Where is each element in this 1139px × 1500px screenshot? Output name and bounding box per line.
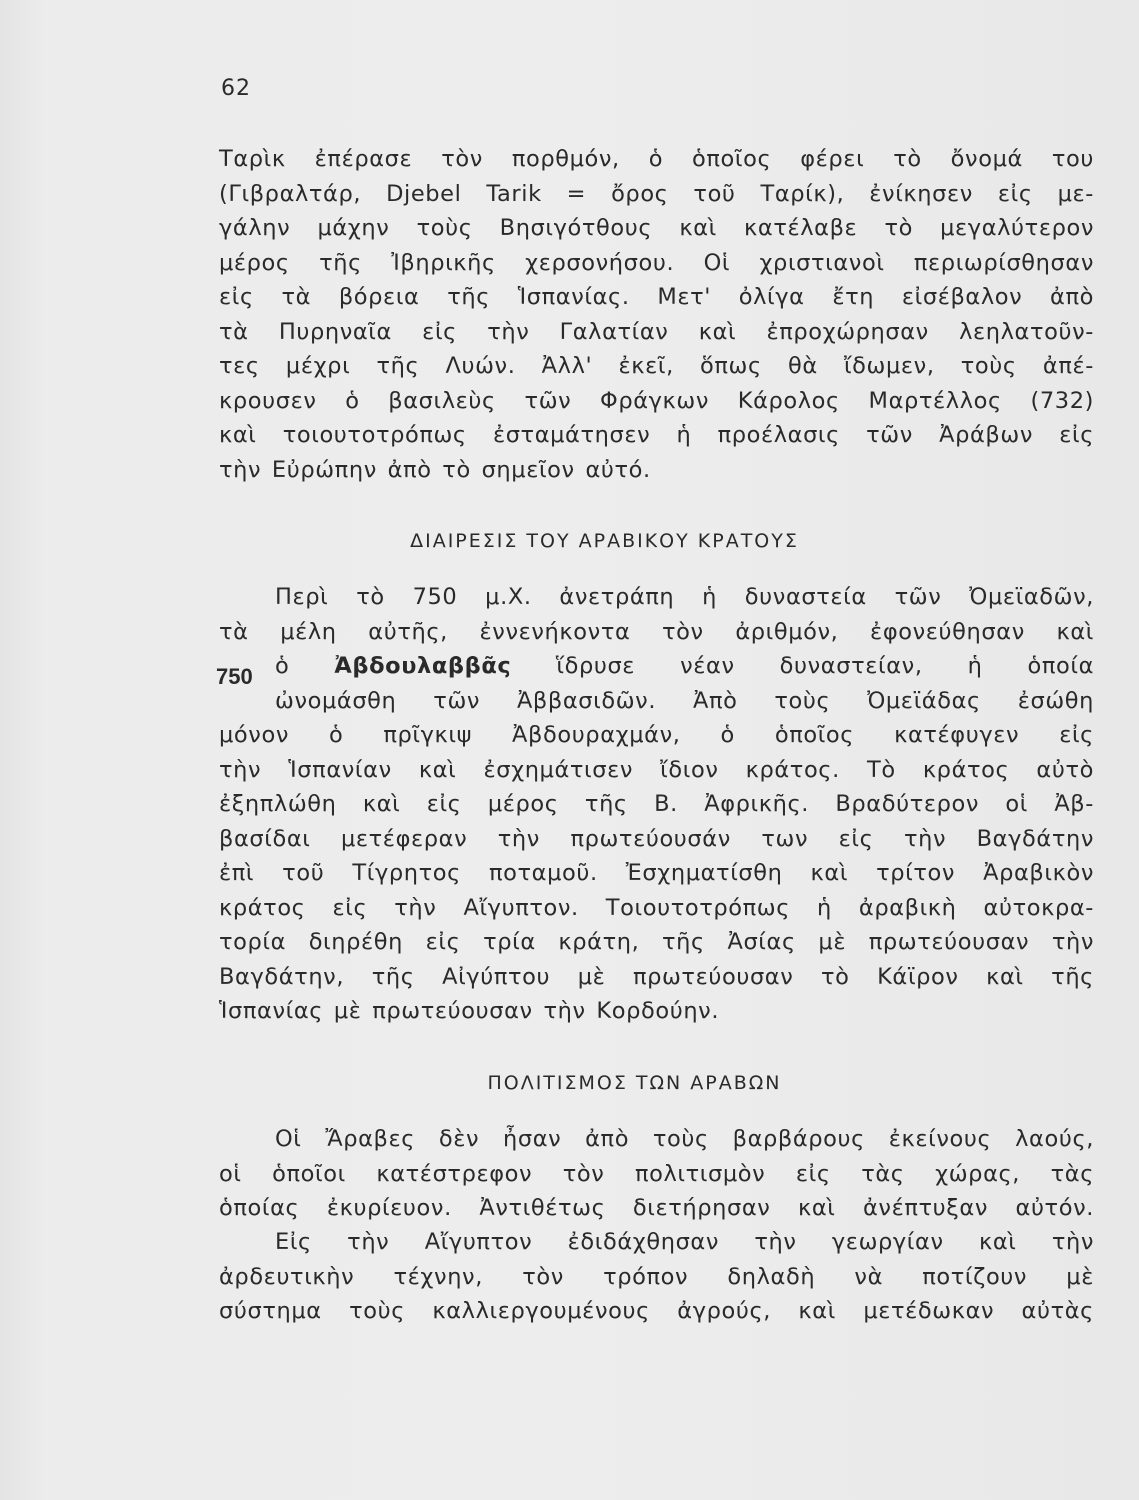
text-line: Οἱ Ἄραβες δὲν ἦσαν ἀπὸ τοὺς βαρβάρους ἐκείνους λαούς, [275, 1126, 1094, 1152]
text-fragment: ὁ [275, 653, 335, 679]
text-line: (Γιβραλτάρ, Djebel Tarik = ὄρος τοῦ Ταρίκ), ἐνίκησεν εἰς με- [219, 180, 1094, 207]
bold-name: Ἀβδουλαββᾶς [334, 653, 512, 679]
text-line: τὴν Εὐρώπην ἀπὸ τὸ σημεῖον αὐτό. [219, 456, 651, 483]
paragraph-arab-civilization [219, 1122, 1094, 1226]
text-line: οἱ ὁποῖοι κατέστρεφον τὸν πολιτισμὸν εἰς τὰς χώρας, τὰς [219, 1160, 1094, 1187]
text-line [219, 649, 1094, 684]
text-line: μέρος τῆς Ἰβηρικῆς χερσονήσου. Οἱ χριστιανοὶ περιωρίσθησαν [219, 249, 1094, 276]
text-line: Ἱσπανίας μὲ πρωτεύουσαν τὴν Κορδούην. [219, 998, 720, 1024]
text-line: τορία διηρέθη εἰς τρία κράτη, τῆς Ἀσίας μὲ πρωτεύουσαν τὴν [219, 929, 1094, 955]
text-line: τες μέχρι τῆς Λυών. Ἀλλ' ἐκεῖ, ὅπως θὰ ἴδωμεν, τοὺς ἀπέ- [219, 353, 1094, 379]
text-line: Περὶ τὸ 750 μ.Χ. ἀνετράπη ἡ δυναστεία τῶν Ὀμεϊαδῶν, [275, 584, 1094, 610]
text-line: κρουσεν ὁ βασιλεὺς τῶν Φράγκων Κάρολος Μαρτέλλος (732) [219, 387, 1094, 414]
text-line: σύστημα τοὺς καλλιεργουμένους ἀγρούς, καὶ μετέδωκαν αὐτὰς [219, 1298, 1094, 1324]
text-line: ὠνομάσθη τῶν Ἀββασιδῶν. Ἀπὸ τοὺς Ὀμεϊάδας ἐσώθη [275, 687, 1094, 714]
page-number: 62 [221, 76, 251, 101]
text-line: τὴν Ἱσπανίαν καὶ ἐσχημάτισεν ἴδιον κράτος. Τὸ κράτος αὐτὸ [219, 756, 1094, 783]
section-heading-division: ΔΙΑΙΡΕΣΙΣ ΤΟΥ ΑΡΑΒΙΚΟΥ ΚΡΑΤΟΥΣ [410, 530, 799, 552]
text-line: τὰ μέλη αὐτῆς, ἐννενήκοντα τὸν ἀριθμόν, ἐφονεύθησαν καὶ [219, 618, 1094, 645]
text-line: τὰ Πυρηναῖα εἰς τὴν Γαλατίαν καὶ ἐπροχώρησαν λεηλατοῦν- [219, 318, 1094, 345]
text-line: καὶ τοιουτοτρόπως ἐσταμάτησεν ἡ προέλασις τῶν Ἀράβων εἰς [219, 422, 1094, 448]
text-line: γάλην μάχην τοὺς Βησιγότθους καὶ κατέλαβε τὸ μεγαλύτερον [219, 215, 1094, 241]
text-fragment: ἵδρυσε νέαν δυναστείαν, ἡ ὁποία [511, 653, 1095, 679]
text-line: ἐξηπλώθη καὶ εἰς μέρος τῆς Β. Ἀφρικῆς. Βραδύτερον οἱ Ἀβ- [219, 791, 1094, 817]
paragraph-division-arab-state [219, 580, 1094, 1029]
section-heading-civilization: ΠΟΛΙΤΙΣΜΟΣ ΤΩΝ ΑΡΑΒΩΝ [487, 1072, 782, 1094]
text-line: βασίδαι μετέφεραν τὴν πρωτεύουσάν των εἰς τὴν Βαγδάτην [219, 825, 1094, 852]
text-line: Βαγδάτην, τῆς Αἰγύπτου μὲ πρωτεύουσαν τὸ Κάϊρον καὶ τῆς [219, 963, 1094, 990]
text-line: κράτος εἰς τὴν Αἴγυπτον. Τοιουτοτρόπως ἡ ἀραβικὴ αὐτοκρα- [219, 894, 1094, 921]
margin-date-note: 750 [216, 664, 253, 689]
text-line: ὁποίας ἐκυρίευον. Ἀντιθέτως διετήρησαν καὶ ἀνέπτυξαν αὐτόν. [219, 1195, 1094, 1221]
paragraph-agriculture [219, 1225, 1094, 1329]
text-line: Ταρὶκ ἐπέρασε τὸν πορθμόν, ὁ ὁποῖος φέρει τὸ ὄνομά του [219, 146, 1094, 172]
text-line: μόνον ὁ πρῖγκιψ Ἀβδουραχμάν, ὁ ὁποῖος κατέφυγεν εἰς [219, 722, 1094, 748]
paragraph-arab-conquest-spain [219, 142, 1094, 487]
text-line: ἐπὶ τοῦ Τίγρητος ποταμοῦ. Ἐσχηματίσθη καὶ τρίτον Ἀραβικὸν [219, 860, 1094, 886]
text-line: Εἰς τὴν Αἴγυπτον ἐδιδάχθησαν τὴν γεωργίαν καὶ τὴν [275, 1229, 1094, 1255]
text-line: εἰς τὰ βόρεια τῆς Ἱσπανίας. Μετ' ὀλίγα ἔτη εἰσέβαλον ἀπὸ [219, 284, 1094, 310]
text-line: ἀρδευτικὴν τέχνην, τὸν τρόπον δηλαδὴ νὰ ποτίζουν μὲ [219, 1263, 1094, 1290]
